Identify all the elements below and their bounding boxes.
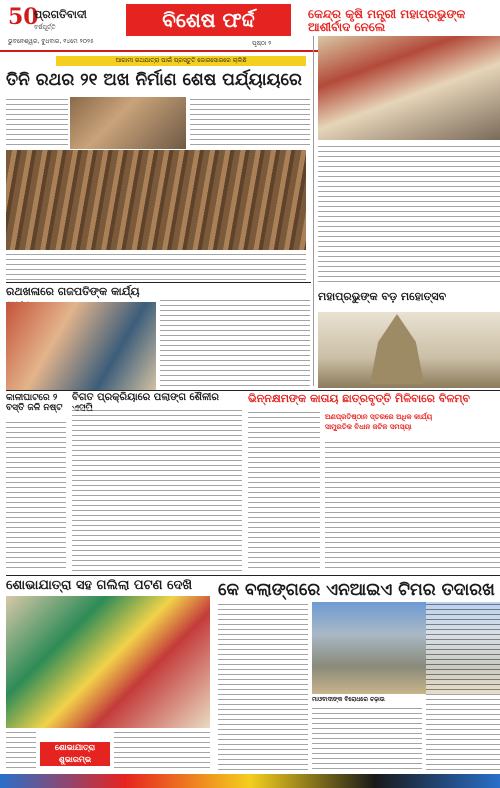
dateline: ଭୁବନେଶ୍ୱର, ବୁଧବାର, ୧୪ମେ ୨୦୨୫ — [8, 38, 94, 45]
rule — [6, 575, 500, 576]
temple-headline: ମହାପ୍ରଭୁଙ୍କ ବଡ଼ ମହୋତ୍ସବ — [318, 290, 447, 303]
nia-headline: କେ ବଲାଙ୍ଗରେ ଏନଆଇଏ ଟିମର ତଦାରଖ — [218, 580, 495, 600]
gajapati-story-text — [160, 298, 310, 390]
gajapati-review-photo — [6, 302, 156, 390]
rule — [6, 282, 311, 283]
lead-text-column — [190, 97, 310, 149]
procession-story-text — [6, 730, 36, 772]
logo-subtitle: ବର୍ଷପୂର୍ତ୍ତି — [34, 24, 56, 31]
nia-story-text — [312, 706, 422, 772]
scholarship-bullets — [325, 412, 485, 432]
sp-story-text — [72, 408, 242, 572]
fire-story-text — [6, 420, 66, 572]
nia-story-text — [426, 602, 500, 772]
color-strip-footer — [0, 774, 500, 788]
procession-story-text — [114, 730, 210, 772]
logo-number: 50 — [8, 4, 39, 30]
lead-headline: ତିନି ରଥର ୨୧ ଅଖ ନିର୍ମାଣ ଶେଷ ପର୍ଯ୍ୟାୟରେ — [6, 70, 302, 90]
nia-sub-caption: ମାଓବାଦୀଙ୍କ ବିରୋଧରେ ଚଢ଼ାଉ — [312, 696, 385, 703]
section-title: ବିଶେଷ ଫର୍ଦ୍ଦ — [126, 4, 291, 36]
bullet-2: ସାମ୍ପ୍ରତିକ ବିଧାନ ଜଟିଳ ସମସ୍ୟା — [325, 423, 412, 431]
procession-badge: ଶୋଭାଯାତ୍ରା ଶୁଭାରମ୍ଭ — [40, 742, 110, 766]
minister-visit-photo — [318, 36, 500, 140]
scholarship-headline: ଭିନ୍ନକ୍ଷମଙ୍କ କାତାୟ ଛାତ୍ରବୃତ୍ତି ମିଳିବାରେ ବିଳମ୍ବ — [248, 392, 470, 405]
newspaper-logo: ପ୍ରଗତିବାଦୀ — [34, 8, 87, 21]
column-divider — [313, 36, 314, 386]
procession-headline: ଶୋଭାଯାତ୍ରା ସହ ଗଲିଲା ପଟଣ ଦେଖି — [6, 578, 193, 593]
top-right-headline: କେନ୍ଦ୍ର କୃଷି ମନ୍ତ୍ରୀ ମହାପ୍ରଭୁଙ୍କ ଆଶୀର୍ବାଦ ନେଲେ — [308, 7, 466, 34]
gajapati-headline: ରଥଖଳାରେ ଗଜପତିଙ୍କ କାର୍ଯ୍ୟ — [6, 285, 140, 298]
nia-story-text — [218, 602, 308, 772]
bullet-1: ଅଣପ୍ରତିଷ୍ଠାନ ସ୍ତରରେ ଅଧିକ କାର୍ଯ୍ୟ — [325, 413, 433, 421]
lead-text-column — [6, 252, 306, 282]
chariot-wood-photo — [6, 150, 306, 250]
page-number: ପୃଷ୍ଠା ୨ — [252, 40, 272, 47]
scholarship-story-text — [248, 410, 320, 572]
minister-story-text — [318, 144, 500, 284]
lead-kicker: ଆଗାମୀ ରଥଯାତ୍ରା ପାଇଁ ପ୍ରସ୍ତୁତି ଜୋରସୋରରେ ଚାଲିଛି — [56, 56, 306, 66]
lead-text-column — [6, 97, 68, 149]
procession-photo — [6, 596, 210, 728]
scholarship-story-text — [325, 440, 500, 572]
fire-headline: କାଳୀଘାଟରେ ୨ ବସ୍ତି ଜଳି ନଷ୍ଟ — [6, 393, 63, 413]
rule — [6, 390, 500, 391]
sp-headline: ବିଗତ ପ୍ରକ୍ରିୟାରେ ପଲାଙ୍ଗ ଶୈଳୀର — [72, 392, 219, 403]
chariot-workers-photo — [70, 97, 186, 149]
